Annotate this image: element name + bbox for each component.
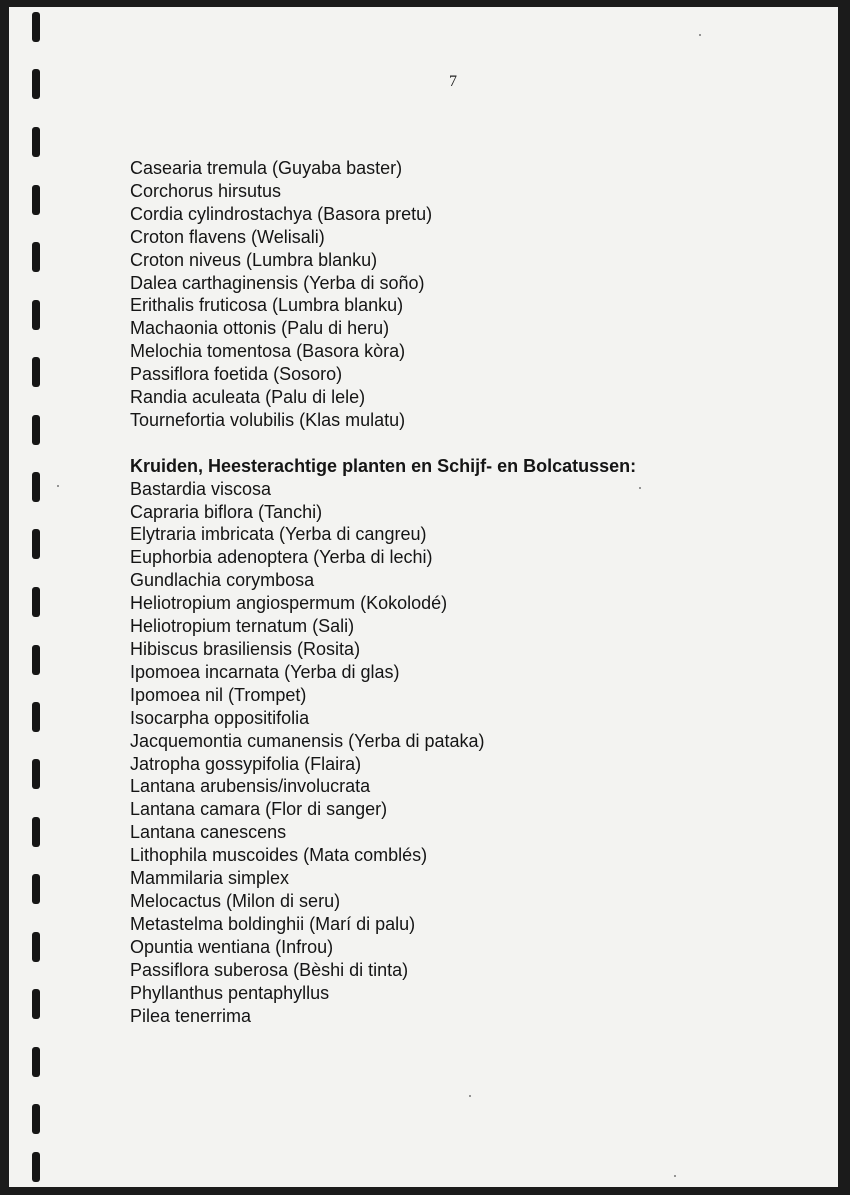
binding-hole — [32, 1104, 40, 1134]
binding-hole — [32, 529, 40, 559]
paper-speck — [639, 487, 641, 489]
binding-hole — [32, 759, 40, 789]
species-list-item: Cordia cylindrostachya (Basora pretu) — [130, 203, 433, 224]
species-list-item: Isocarpha oppositifolia — [130, 707, 310, 728]
binding-hole — [32, 415, 40, 445]
species-list-item: Lantana camara (Flor di sanger) — [130, 799, 388, 820]
binding-hole — [32, 932, 40, 962]
herbs-list — [130, 478, 636, 1028]
species-list-item: Hibiscus brasiliensis (Rosita) — [130, 639, 361, 660]
binding-hole — [32, 817, 40, 847]
species-list-item: Mammilaria simplex — [130, 868, 290, 889]
species-list-item: Gundlachia corymbosa — [130, 570, 315, 591]
species-list-item: Jatropha gossypifolia (Flaira) — [130, 753, 362, 774]
binding-hole — [32, 1152, 40, 1182]
species-list-item: Lithophila muscoides (Mata comblés) — [130, 845, 428, 866]
species-list-item: Melocactus (Milon di seru) — [130, 890, 341, 911]
species-list-item: Opuntia wentiana (Infrou) — [130, 936, 334, 957]
binding-hole — [32, 874, 40, 904]
species-list-item: Croton niveus (Lumbra blanku) — [130, 249, 378, 270]
binding-hole — [32, 185, 40, 215]
species-list-item: Heliotropium angiospermum (Kokolodé) — [130, 593, 448, 614]
species-list-item: Casearia tremula (Guyaba baster) — [130, 158, 403, 178]
binding-hole — [32, 989, 40, 1019]
binding-hole — [32, 12, 40, 42]
species-list-item: Pilea tenerrima — [130, 1005, 252, 1026]
species-list-item: Dalea carthaginensis (Yerba di soño) — [130, 272, 425, 293]
paper-speck — [699, 34, 701, 36]
species-list-item: Tournefortia volubilis (Klas mulatu) — [130, 409, 406, 430]
species-list-item: Melochia tomentosa (Basora kòra) — [130, 341, 406, 362]
species-list-item: Euphorbia adenoptera (Yerba di lechi) — [130, 547, 433, 568]
binding-hole — [32, 69, 40, 99]
species-list-item: Jacquemontia cumanensis (Yerba di pataka) — [130, 730, 485, 751]
species-list-item: Croton flavens (Welisali) — [130, 226, 325, 247]
species-list-item: Capraria biflora (Tanchi) — [130, 501, 323, 522]
binding-hole — [32, 242, 40, 272]
binding-hole — [32, 472, 40, 502]
species-list-item: Randia aculeata (Palu di lele) — [130, 387, 366, 408]
page-number: 7 — [449, 73, 457, 90]
binding-hole — [32, 645, 40, 675]
species-list-item: Metastelma boldinghii (Marí di palu) — [130, 913, 416, 934]
paper-speck — [469, 1095, 471, 1097]
trees-list — [130, 157, 636, 432]
paper-speck — [674, 1175, 676, 1177]
species-list-item: Machaonia ottonis (Palu di heru) — [130, 318, 390, 339]
species-list-item: Heliotropium ternatum (Sali) — [130, 616, 355, 637]
paper-speck — [57, 485, 59, 487]
species-list-item: Phyllanthus pentaphyllus — [130, 982, 330, 1003]
herbs-heading: Kruiden, Heesterachtige planten en Schijf- en Bolcatussen: — [130, 455, 637, 476]
species-list-item: Lantana arubensis/involucrata — [130, 776, 371, 797]
binding-hole — [32, 127, 40, 157]
species-list-item: Ipomoea incarnata (Yerba di glas) — [130, 661, 400, 682]
species-list-item: Erithalis fruticosa (Lumbra blanku) — [130, 295, 404, 316]
species-list-item: Corchorus hirsutus — [130, 180, 282, 201]
binding-hole — [32, 587, 40, 617]
binding-hole — [32, 300, 40, 330]
species-list-item: Bastardia viscosa — [130, 478, 272, 499]
binding-hole — [32, 357, 40, 387]
species-list-item: Passiflora foetida (Sosoro) — [130, 364, 343, 385]
page-content — [130, 157, 636, 1027]
comb-binding — [27, 7, 51, 1187]
species-list-item: Elytraria imbricata (Yerba di cangreu) — [130, 524, 427, 545]
species-list-item: Passiflora suberosa (Bèshi di tinta) — [130, 959, 409, 980]
species-list-item: Ipomoea nil (Trompet) — [130, 684, 307, 705]
document-page — [9, 7, 838, 1187]
species-list-item: Lantana canescens — [130, 822, 287, 843]
binding-hole — [32, 1047, 40, 1077]
binding-hole — [32, 702, 40, 732]
